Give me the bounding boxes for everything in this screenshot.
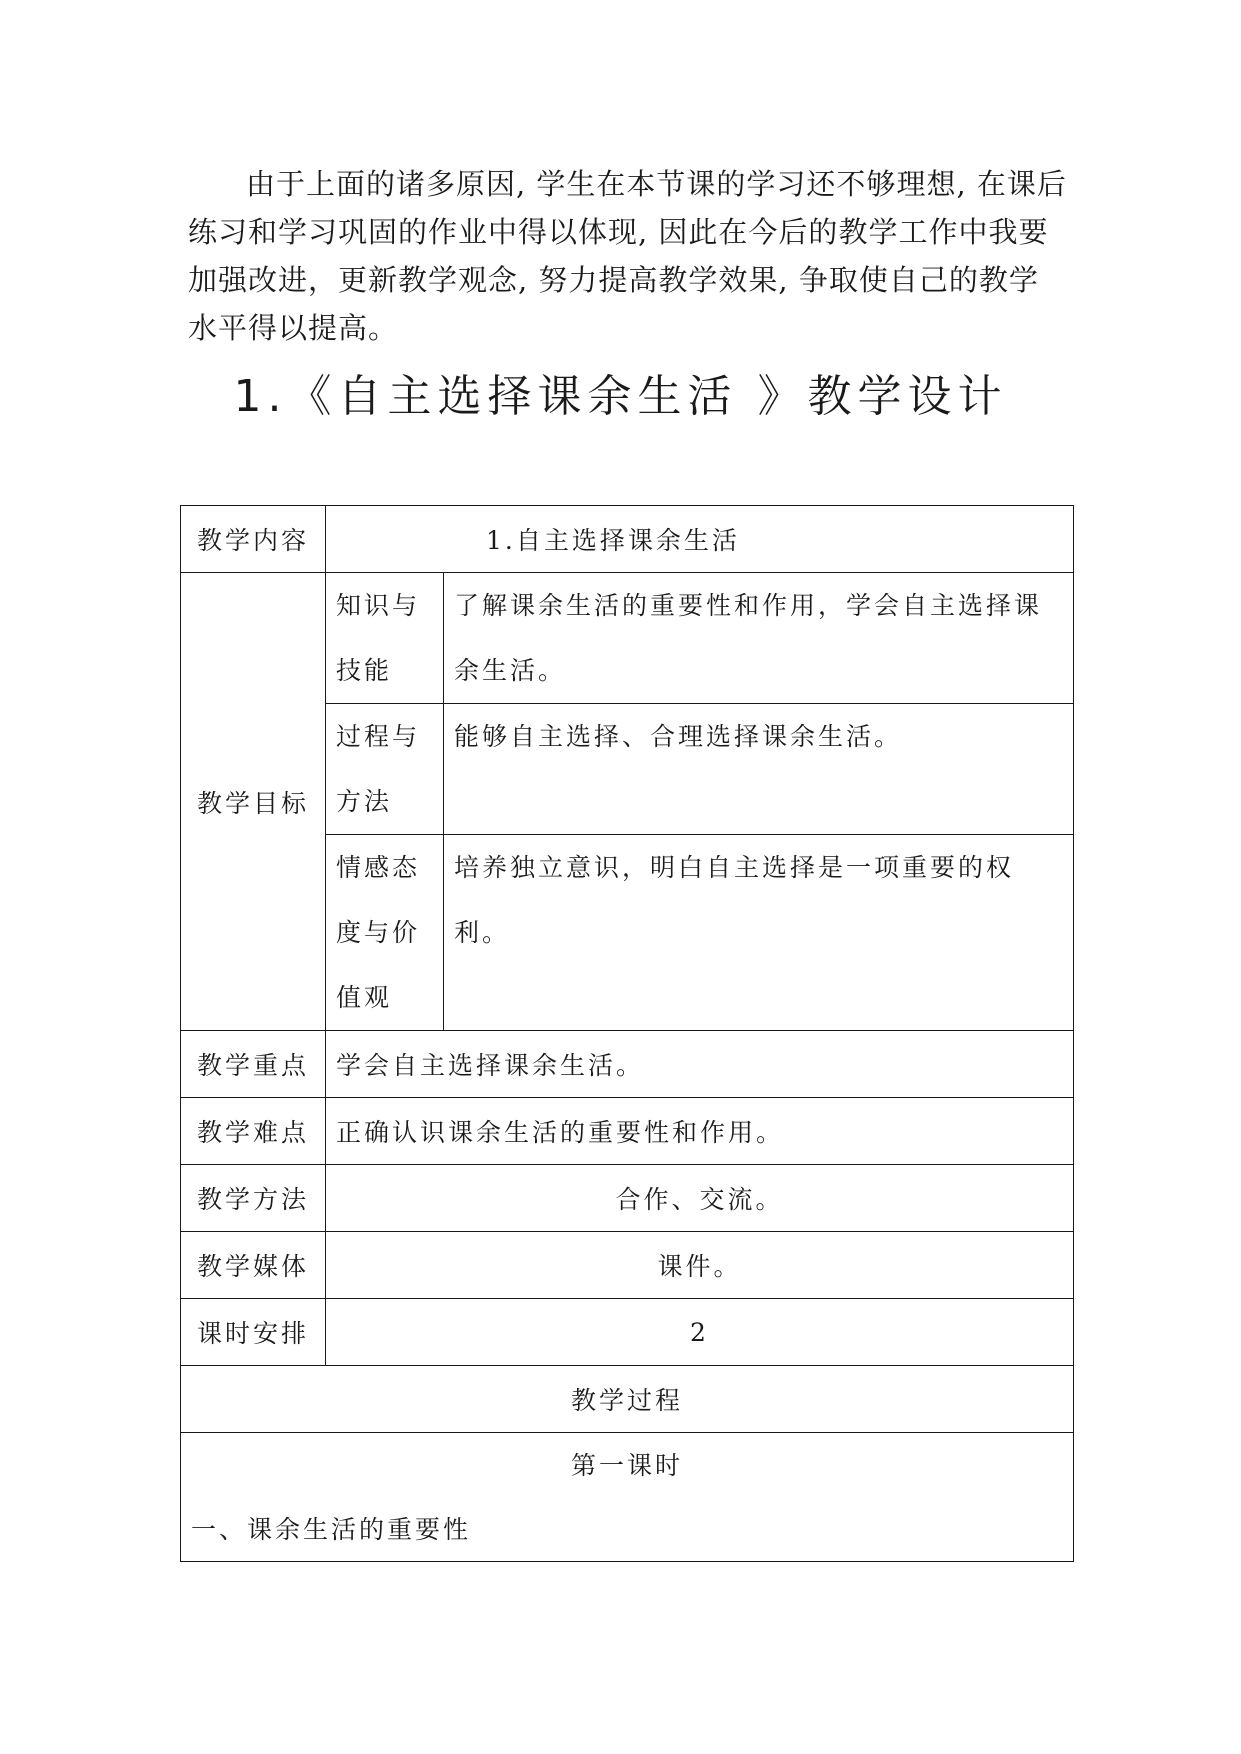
media-value: 课件。 [326,1232,1074,1299]
table-row-content [181,506,1074,573]
table-row-process [181,1366,1074,1433]
intro-paragraph-block [188,160,1068,352]
table-row-objective-1 [181,573,1074,704]
objective-text-knowledge: 了解课余生活的重要性和作用，学会自主选择课余生活。 [444,573,1074,704]
content-label: 教学内容 [181,506,326,573]
objective-text-process: 能够自主选择、合理选择课余生活。 [444,704,1074,835]
table-row-media [181,1232,1074,1299]
period-cell [181,1433,1074,1562]
key-value: 学会自主选择课余生活。 [326,1031,1074,1098]
difficulty-label: 教学难点 [181,1098,326,1165]
process-label: 教学过程 [181,1366,1074,1433]
schedule-value: 2 [326,1299,1074,1366]
schedule-label: 课时安排 [181,1299,326,1366]
key-label: 教学重点 [181,1031,326,1098]
period-label: 第一课时 [571,1451,684,1480]
content-value-text: 1.自主选择课余生活 [486,526,740,555]
table-row-difficulty [181,1098,1074,1165]
objective-label-knowledge: 知识与技能 [326,573,444,704]
difficulty-value: 正确认识课余生活的重要性和作用。 [326,1098,1074,1165]
objective-label-emotion: 情感态度与价值观 [326,835,444,1031]
content-value [326,506,1074,573]
lesson-plan-table [180,505,1074,1562]
media-label: 教学媒体 [181,1232,326,1299]
objective-text-emotion: 培养独立意识，明白自主选择是一项重要的权利。 [444,835,1074,1031]
objective-label-process: 过程与方法 [326,704,444,835]
section-heading: 一、课余生活的重要性 [191,1515,472,1544]
table-row-key [181,1031,1074,1098]
method-label: 教学方法 [181,1165,326,1232]
table-row-method [181,1165,1074,1232]
document-title: 1.《自主选择课余生活 》教学设计 [233,371,1008,422]
intro-paragraph: 由于上面的诸多原因, 学生在本节课的学习还不够理想, 在课后练习和学习巩固的作业中得以体现, 因此在今后的教学工作中我要加强改进，更新教学观念, 努力提高教学效果, 争取使自己的教学水平得以提高。 [188,167,1067,345]
method-value: 合作、交流。 [326,1165,1074,1232]
objectives-label: 教学目标 [181,573,326,1031]
table-row-period [181,1433,1074,1562]
table-row-schedule [181,1299,1074,1366]
